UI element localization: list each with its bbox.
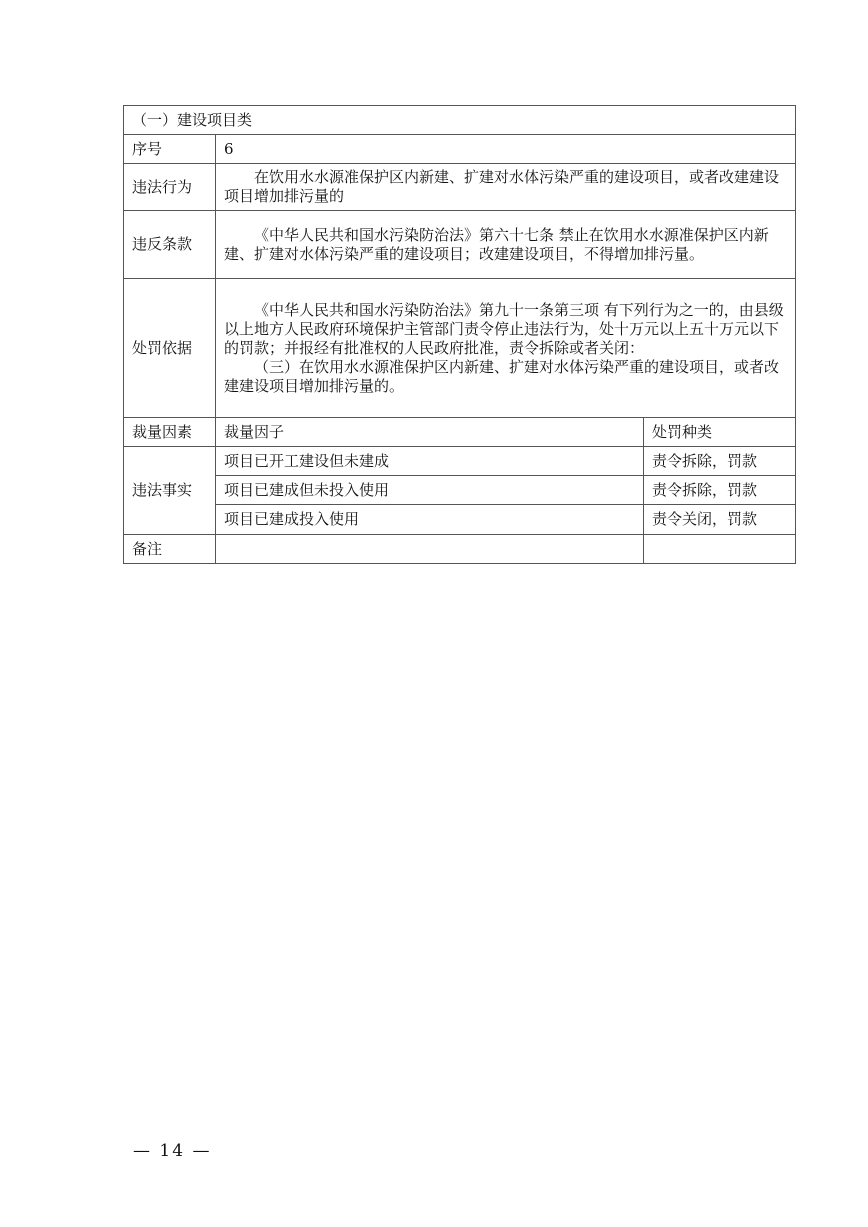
fact-row bbox=[124, 476, 796, 505]
penalty-basis-para-2: （三）在饮用水水源准保护区内新建、扩建对水体污染严重的建设项目，或者改建建设项目增加排污量的。 bbox=[224, 357, 780, 395]
violation-value: 在饮用水水源准保护区内新建、扩建对水体污染严重的建设项目，或者改建建设项目增加排污量的 bbox=[216, 164, 796, 211]
penalty-basis-para-1: 《中华人民共和国水污染防治法》第九十一条第三项 有下列行为之一的，由县级以上地方人民政府环境保护主管部门责令停止违法行为，处十万元以上五十万元以下的罚款；并报经有批准权的人民政府批准，责令拆除或者关闭： bbox=[224, 300, 784, 357]
violation-label: 违法行为 bbox=[124, 164, 216, 211]
serial-row bbox=[124, 135, 796, 164]
remarks-value-2 bbox=[644, 535, 796, 564]
serial-label: 序号 bbox=[124, 135, 216, 164]
fact-factor: 项目已建成但未投入使用 bbox=[216, 476, 644, 505]
remarks-value bbox=[216, 535, 644, 564]
factor-header: 裁量因子 bbox=[216, 418, 644, 447]
page-number: — 14 — bbox=[133, 1141, 212, 1161]
facts-label: 违法事实 bbox=[124, 447, 216, 535]
penalty-basis-label: 处罚依据 bbox=[124, 279, 216, 418]
fact-penalty: 责令拆除，罚款 bbox=[644, 447, 796, 476]
discretion-label: 裁量因素 bbox=[124, 418, 216, 447]
fact-factor: 项目已开工建设但未建成 bbox=[216, 447, 644, 476]
remarks-row bbox=[124, 535, 796, 564]
discretion-header-row bbox=[124, 418, 796, 447]
penalty-basis-row bbox=[124, 279, 796, 418]
section-title: （一）建设项目类 bbox=[124, 106, 796, 135]
fact-row bbox=[124, 447, 796, 476]
violated-clause-label: 违反条款 bbox=[124, 211, 216, 279]
penalty-table bbox=[123, 105, 796, 564]
serial-value: 6 bbox=[216, 135, 796, 164]
violated-clause-row bbox=[124, 211, 796, 279]
fact-penalty: 责令关闭，罚款 bbox=[644, 505, 796, 535]
violated-clause-value: 《中华人民共和国水污染防治法》第六十七条 禁止在饮用水水源准保护区内新建、扩建对水体污染严重的建设项目；改建建设项目，不得增加排污量。 bbox=[216, 211, 796, 279]
fact-penalty: 责令拆除，罚款 bbox=[644, 476, 796, 505]
penalty-basis-value bbox=[216, 279, 796, 418]
remarks-label: 备注 bbox=[124, 535, 216, 564]
penalty-type-header: 处罚种类 bbox=[644, 418, 796, 447]
fact-row bbox=[124, 505, 796, 535]
section-title-row bbox=[124, 106, 796, 135]
fact-factor: 项目已建成投入使用 bbox=[216, 505, 644, 535]
violation-row bbox=[124, 164, 796, 211]
